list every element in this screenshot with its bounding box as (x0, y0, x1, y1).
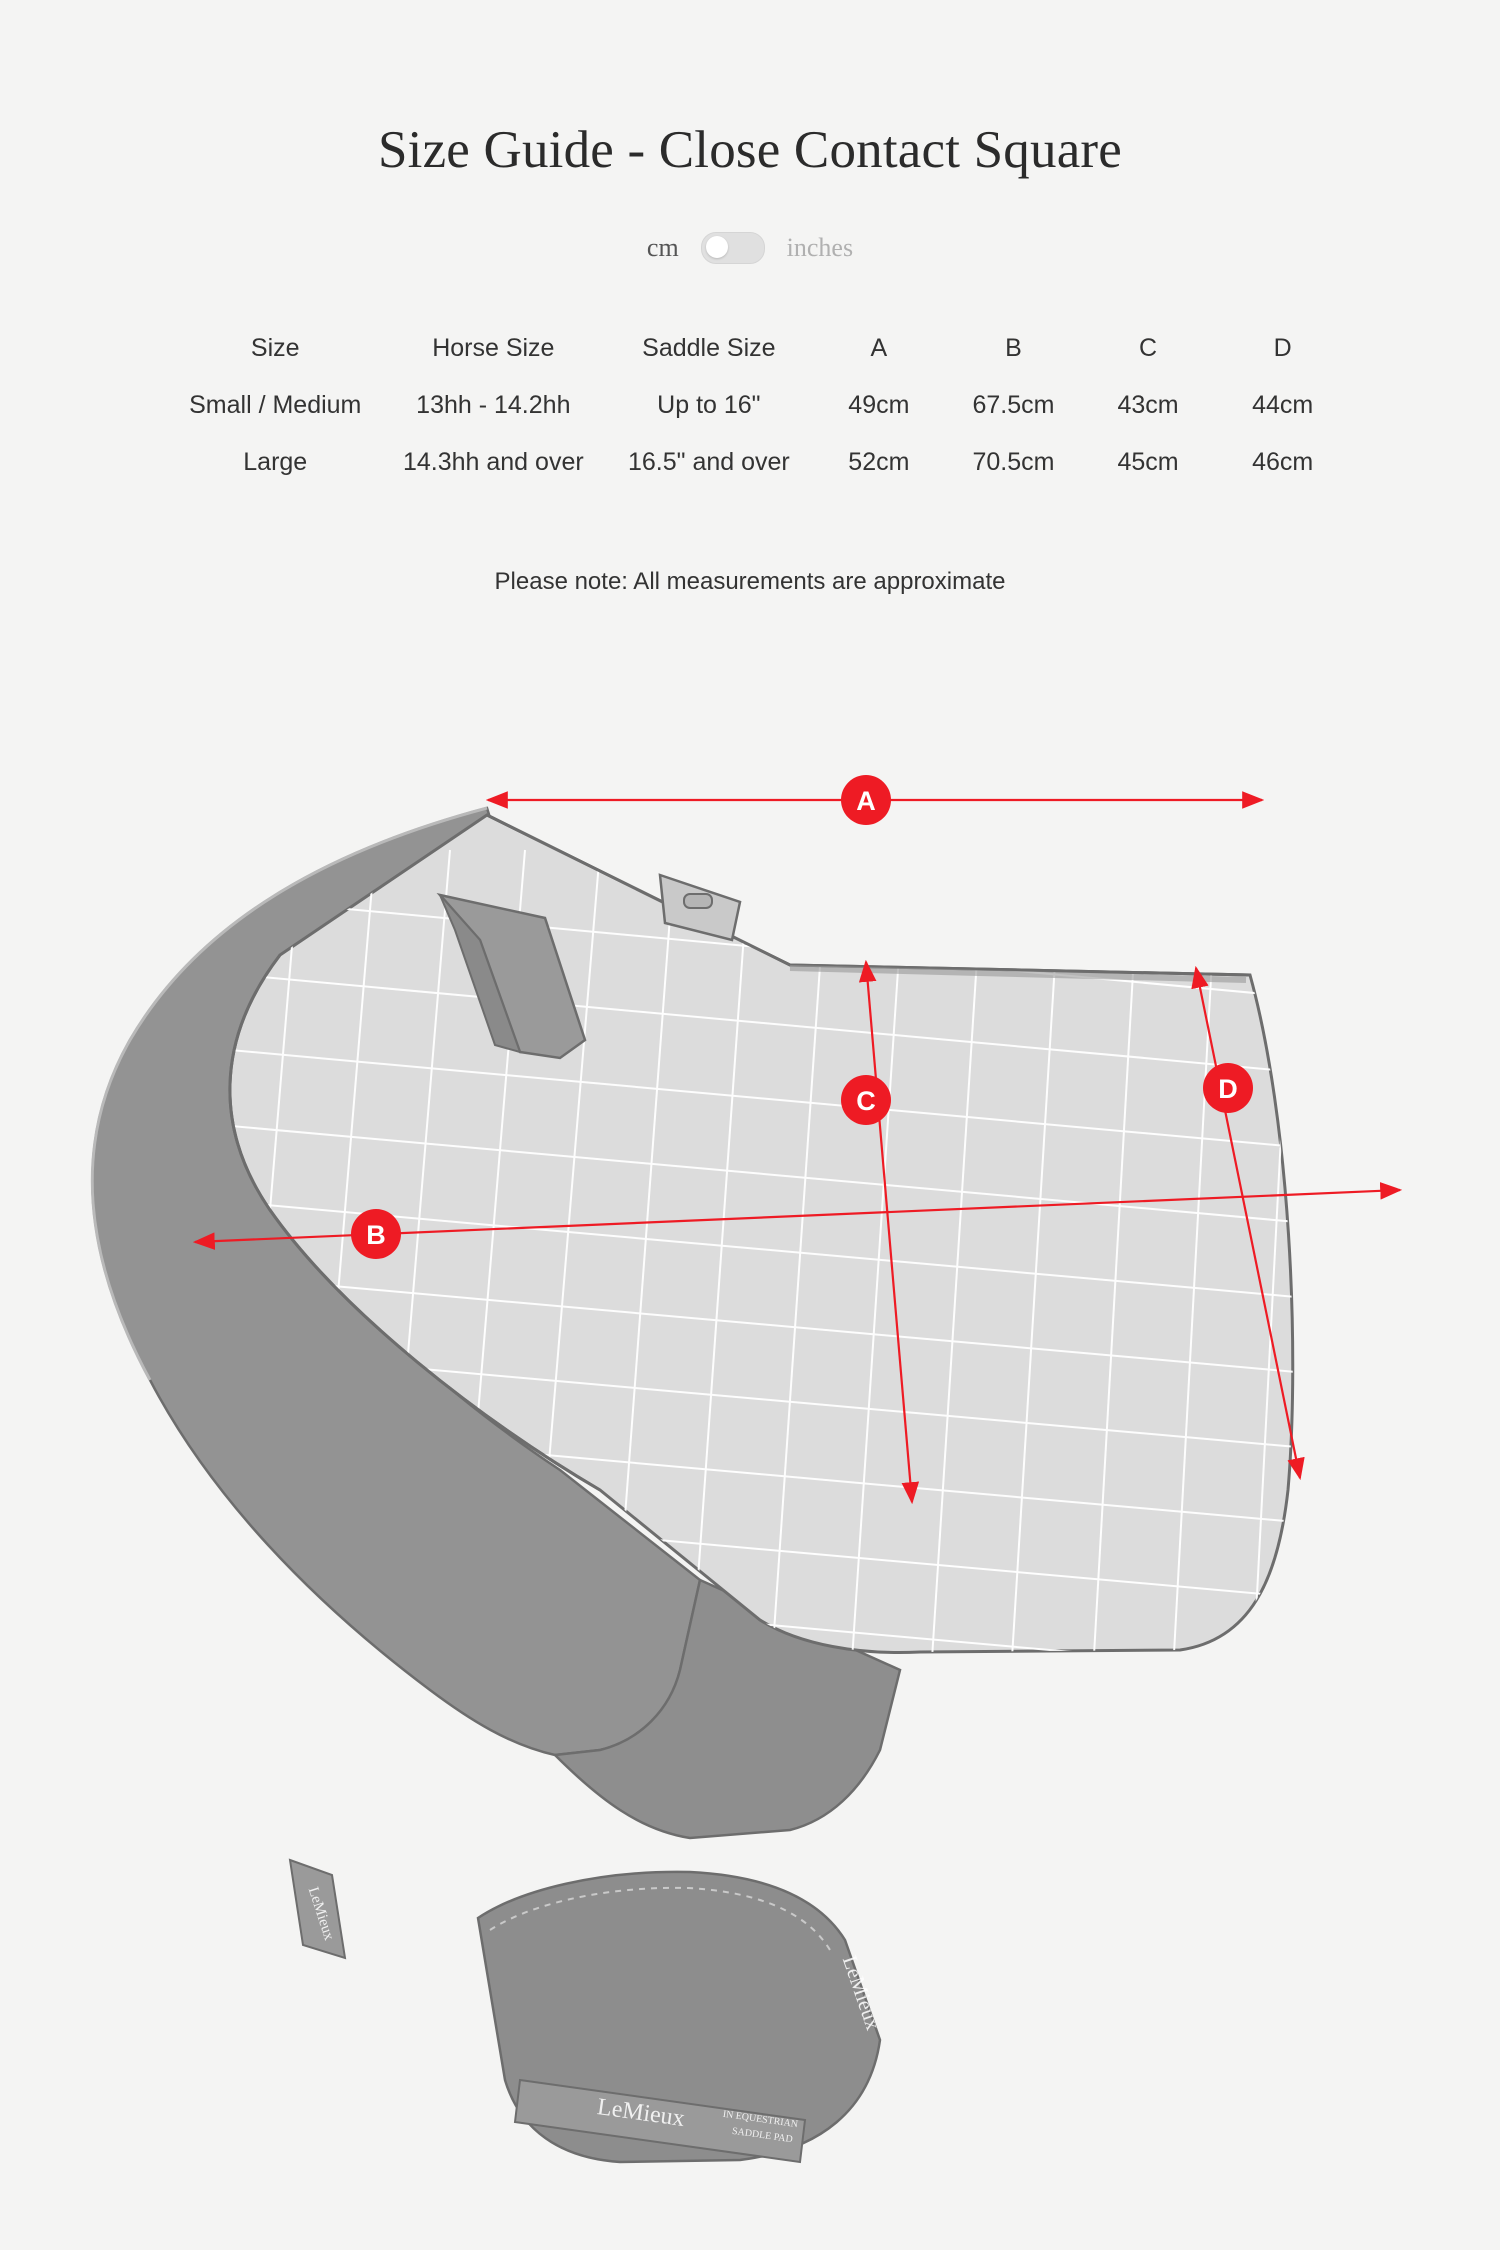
table-row (170, 434, 1350, 491)
flap-brand-text: LeMieux (837, 1952, 886, 2034)
size-table (170, 320, 1350, 491)
cell-horse-size: 13hh - 14.2hh (416, 391, 571, 419)
side-tab-label (290, 1860, 345, 1958)
column-header-saddle-size: Saddle Size (642, 334, 776, 362)
cell-c: 45cm (1117, 448, 1179, 476)
marker-c (841, 1075, 891, 1125)
marker-d (1203, 1063, 1253, 1113)
table-row (170, 377, 1350, 434)
cell-saddle-size: Up to 16" (657, 391, 761, 419)
cell-c: 43cm (1117, 391, 1179, 419)
marker-d-label: D (1218, 1074, 1238, 1104)
column-header-b: B (1005, 334, 1022, 362)
unit-toggle-row (0, 232, 1500, 264)
cell-horse-size: 14.3hh and over (402, 448, 584, 476)
measurement-note: Please note: All measurements are approximate (494, 568, 1006, 595)
page-title: Size Guide - Close Contact Square (377, 121, 1123, 179)
marker-c-label: C (856, 1086, 876, 1116)
column-header-horse-size: Horse Size (432, 334, 555, 362)
woven-label-line1: IN EQUESTRIAN (722, 2108, 799, 2131)
toggle-knob (706, 236, 728, 258)
unit-label-cm[interactable]: cm (646, 233, 679, 262)
cell-saddle-size: 16.5" and over (627, 448, 790, 476)
column-header-c: C (1139, 334, 1158, 362)
cell-a: 49cm (848, 391, 910, 419)
unit-label-inches[interactable]: inches (786, 233, 854, 262)
column-header-d: D (1273, 334, 1292, 362)
cell-size: Large (243, 448, 308, 476)
woven-label-brand: LeMieux (595, 2094, 687, 2133)
marker-a (841, 775, 891, 825)
table-header-row (170, 320, 1350, 377)
cell-d: 44cm (1252, 391, 1314, 419)
side-tab-text: LeMieux (304, 1885, 337, 1943)
woven-label-line2: SADDLE PAD (731, 2125, 794, 2146)
marker-a-label: A (856, 786, 876, 816)
cell-a: 52cm (848, 448, 910, 476)
cell-b: 70.5cm (972, 448, 1055, 476)
column-header-a: A (870, 334, 888, 362)
pad-bottom-flap (478, 1872, 886, 2162)
marker-b (351, 1209, 401, 1259)
saddle-pad-diagram (0, 786, 1500, 2146)
cell-b: 67.5cm (972, 391, 1055, 419)
cell-d: 46cm (1252, 448, 1314, 476)
cell-size: Small / Medium (189, 391, 362, 419)
column-header-size: Size (250, 334, 300, 362)
unit-toggle-switch[interactable] (701, 232, 765, 264)
marker-b-label: B (366, 1220, 386, 1250)
